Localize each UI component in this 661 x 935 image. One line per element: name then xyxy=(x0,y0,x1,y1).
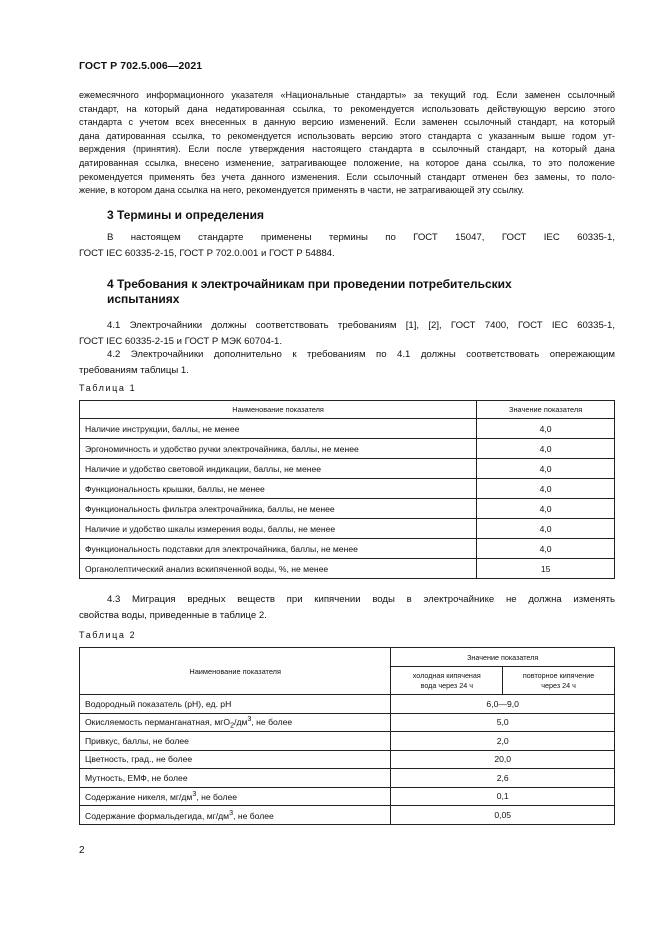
intro-line: верждения (принятия). Если после утверждения настоящего стандарта в ссылочный стандарт, на который дана xyxy=(79,144,615,155)
table-row xyxy=(80,479,615,499)
document-header: ГОСТ Р 702.5.006—2021 xyxy=(79,60,203,72)
column-subheader-reboil xyxy=(503,667,615,695)
text: /дм xyxy=(234,716,248,727)
table-row xyxy=(80,713,615,732)
indicator-name: Функциональность подставки для электрочайника, баллы, не менее xyxy=(80,539,477,559)
intro-line: рекомендуется применять без учета данного изменения. Если ссылочный стандарт отменен без замены, то поло- xyxy=(79,171,615,182)
table-row xyxy=(80,499,615,519)
table-row xyxy=(80,519,615,539)
column-header: Значение показателя xyxy=(391,648,615,667)
property-name xyxy=(80,695,391,714)
subheader-line: вода через 24 ч xyxy=(420,680,473,690)
property-value: 0,05 xyxy=(391,806,615,825)
indicator-value: 4,0 xyxy=(477,479,615,499)
text-line: свойства воды, приведенные в таблице 2. xyxy=(79,609,267,621)
text: Цветность, град., не более xyxy=(85,754,193,765)
indicator-name: Наличие инструкции, баллы, не менее xyxy=(80,419,477,439)
superscript: 3 xyxy=(229,808,234,817)
page-number: 2 xyxy=(79,845,85,856)
intro-line: ежемесячного информационного указателя «Национальные стандарты» за текущий год. Если заменен ссылочный xyxy=(79,90,615,100)
section-3-text xyxy=(79,230,615,261)
indicator-name: Наличие и удобство световой индикации, баллы, не менее xyxy=(80,459,477,479)
property-name xyxy=(80,787,391,806)
table-2 xyxy=(79,647,615,825)
intro-line: стандарта с учетом всех внесенных в данную версию изменений. Если заменен ссылочный стандарт, на который xyxy=(79,117,615,128)
intro-line: дана датированная ссылка, то рекомендуется использовать версию этого стандарта с указанным выше годом ут- xyxy=(79,130,615,141)
table-1-caption: Таблица 1 xyxy=(79,383,137,393)
text-line: В настоящем стандарте применены термины по ГОСТ 15047, ГОСТ IEC 60335-1, xyxy=(107,232,615,243)
indicator-value: 4,0 xyxy=(477,439,615,459)
property-name xyxy=(80,769,391,788)
table-row xyxy=(80,769,615,788)
indicator-value: 4,0 xyxy=(477,499,615,519)
section-4-title-line: испытаниях xyxy=(107,292,180,306)
text: Содержание формальдегида, мг/дм xyxy=(85,810,230,821)
indicator-name: Функциональность фильтра электрочайника, баллы, не менее xyxy=(80,499,477,519)
column-header: Значение показателя xyxy=(477,401,615,419)
text: Мутность, ЕМФ, не более xyxy=(85,772,188,783)
table-row xyxy=(80,439,615,459)
clause-4-3 xyxy=(79,592,615,623)
clause-4-2 xyxy=(79,347,615,378)
text: Содержание никеля, мг/дм xyxy=(85,792,193,803)
indicator-value: 15 xyxy=(477,559,615,579)
table-header-row xyxy=(80,401,615,419)
property-value: 2,6 xyxy=(391,769,615,788)
text: Водородный показатель (pH), ед. pH xyxy=(85,698,232,709)
indicator-name: Органолептический анализ вскипяченной воды, %, не менее xyxy=(80,559,477,579)
table-row xyxy=(80,695,615,714)
text-line: 4.3 Миграция вредных веществ при кипячении воды в электрочайнике не должна изменять xyxy=(107,594,615,605)
indicator-value: 4,0 xyxy=(477,459,615,479)
column-header: Наименование показателя xyxy=(80,648,391,695)
property-name xyxy=(80,732,391,751)
property-value: 5,0 xyxy=(391,713,615,732)
property-value: 6,0—9,0 xyxy=(391,695,615,714)
text-line: 4.1 Электрочайники должны соответствовать требованиям [1], [2], ГОСТ 7400, ГОСТ IEC 60335-1, xyxy=(107,320,615,331)
table-row xyxy=(80,750,615,769)
section-3-title: 3 Термины и определения xyxy=(107,208,265,222)
property-name xyxy=(80,713,391,732)
text: , не более xyxy=(251,716,293,727)
indicator-name: Функциональность крышки, баллы, не менее xyxy=(80,479,477,499)
table-row xyxy=(80,732,615,751)
indicator-name: Наличие и удобство шкалы измерения воды, баллы, не менее xyxy=(80,519,477,539)
superscript: 3 xyxy=(247,714,252,723)
indicator-value: 4,0 xyxy=(477,519,615,539)
text-line: ГОСТ IEC 60335-2-15, ГОСТ Р 702.0.001 и ГОСТ Р 54884. xyxy=(79,247,335,259)
table-header-row xyxy=(80,648,615,667)
property-name xyxy=(80,750,391,769)
indicator-name: Эргономичность и удобство ручки электрочайника, баллы, не менее xyxy=(80,439,477,459)
table-2-caption: Таблица 2 xyxy=(79,630,137,640)
indicator-value: 4,0 xyxy=(477,539,615,559)
text-line: требованиям таблицы 1. xyxy=(79,364,189,376)
table-row xyxy=(80,787,615,806)
indicator-value: 4,0 xyxy=(477,419,615,439)
property-value: 0,1 xyxy=(391,787,615,806)
intro-line: жение, в котором дана ссылка на него, рекомендуется применять в части, не затрагивающей эту ссылку. xyxy=(79,185,525,196)
property-name xyxy=(80,806,391,825)
table-1 xyxy=(79,400,615,579)
text: , не более xyxy=(196,792,238,803)
column-subheader-cold xyxy=(391,667,503,695)
section-4-title-line: 4 Требования к электрочайникам при проведении потребительских xyxy=(107,277,512,291)
subheader-line: холодная кипяченая xyxy=(412,670,481,680)
table-row xyxy=(80,419,615,439)
subheader-line: через 24 ч xyxy=(541,680,576,690)
text: , не более xyxy=(233,810,274,821)
text-line: 4.2 Электрочайники дополнительно к требованиям по 4.1 должны соответствовать опережающим xyxy=(107,349,615,360)
property-value: 2,0 xyxy=(391,732,615,751)
section-4-title xyxy=(107,277,512,307)
table-row xyxy=(80,539,615,559)
subheader-line: повторное кипячение xyxy=(522,670,595,680)
superscript: 3 xyxy=(192,790,197,799)
property-value: 20,0 xyxy=(391,750,615,769)
subscript: 2 xyxy=(230,721,235,730)
intro-line: датированная ссылка, внесено изменение, затрагивающее положение, на которое дана ссылка, то это положение xyxy=(79,157,615,168)
text: Окисляемость перманганатная, мгO xyxy=(85,716,231,727)
intro-line: стандарт, на который дана недатированная ссылка, то рекомендуется использовать действующую версию этого xyxy=(79,103,615,114)
clause-4-1 xyxy=(79,318,615,349)
table-row xyxy=(80,806,615,825)
table-row xyxy=(80,459,615,479)
table-row xyxy=(80,559,615,579)
column-header: Наименование показателя xyxy=(80,401,477,419)
text: Привкус, баллы, не более xyxy=(85,735,189,746)
text-line: ГОСТ IEC 60335-2-15 и ГОСТ Р МЭК 60704-1. xyxy=(79,335,283,347)
intro-paragraph xyxy=(79,89,615,198)
